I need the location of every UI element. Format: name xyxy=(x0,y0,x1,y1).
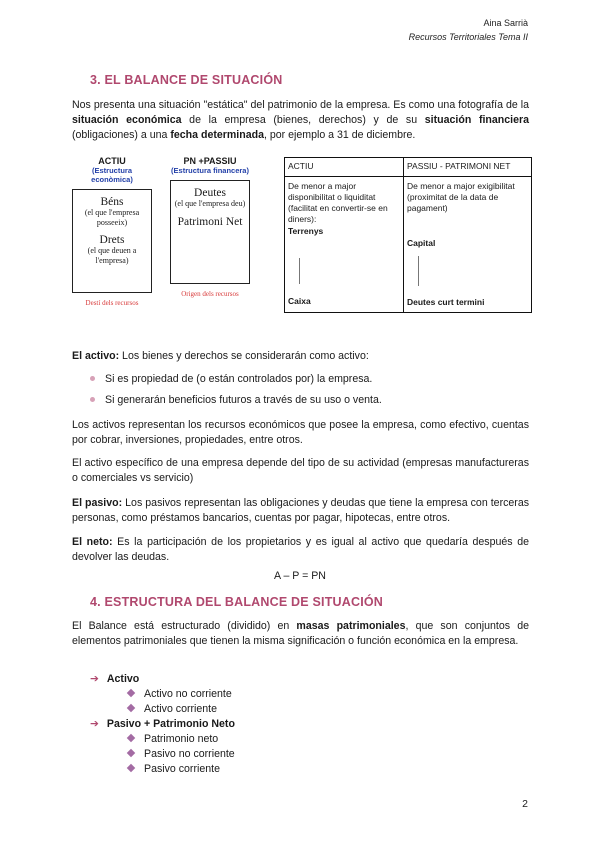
activo-bullet-2: Si generarán beneficios futuros a través de su uso o venta. xyxy=(90,393,382,408)
section-4-title: 4. ESTRUCTURA DEL BALANCE DE SITUACIÓN xyxy=(90,595,384,609)
table-actiu-bottom: Caixa xyxy=(288,296,311,306)
balance-formula: A – P = PN xyxy=(274,570,326,582)
diagram-passiu-sub: (Estructura financera) xyxy=(171,166,249,175)
diagram-passiu xyxy=(170,156,250,299)
activo-para-2: El activo específico de una empresa depende del tipo de su actividad (empresas manufactureras o comerciales vs servicio) xyxy=(72,457,529,484)
group-pasivo-pn: ➔ Pasivo + Patrimonio Neto xyxy=(90,718,235,730)
diagram-actiu-top-desc: (el que l'empresa posseeix) xyxy=(84,208,140,227)
diagram-actiu-bottom-desc: (el que deuen a l'empresa) xyxy=(87,246,137,265)
diagram-passiu-box xyxy=(170,180,250,284)
activo-para-1: Los activos representan los recursos económicos que posee la empresa, como efectivo, cuentas por cobrar, inversiones, propiedades, entre otros. xyxy=(72,419,529,446)
diamond-bullet-icon xyxy=(127,764,135,772)
diagram-actiu-heading: ACTIU xyxy=(98,156,126,166)
section-3-intro: Nos presenta una situación "estática" del patrimonio de la empresa. Es como una fotografía de la situación económica de la empresa (bienes, derechos) y de su situación financiera (obligaciones) a una fecha determinada, por ejemplo a 31 de diciembre. xyxy=(72,99,529,141)
page-number: 2 xyxy=(522,798,528,810)
table-header-passiu: PASSIU - PATRIMONI NET xyxy=(407,161,511,171)
header-author: Aina Sarrià xyxy=(483,18,528,28)
balance-table xyxy=(284,157,532,313)
header-subject: Recursos Territoriales Tema II xyxy=(408,32,528,42)
diagram-passiu-footer: Origen dels recursos xyxy=(181,290,239,298)
diamond-bullet-icon xyxy=(127,704,135,712)
table-actiu-arrow xyxy=(299,258,301,284)
diagram-actiu-top-word: Béns xyxy=(100,196,124,208)
diagram-actiu-sub: (Estructura econòmica) xyxy=(91,166,133,184)
diamond-bullet-icon xyxy=(127,689,135,697)
diagram-passiu-bottom-word: Patrimoni Net xyxy=(177,216,243,228)
item-pasivo-corriente: Pasivo corriente xyxy=(128,763,220,775)
group-activo: ➔ Activo xyxy=(90,673,140,685)
diagram-passiu-top-desc: (el que l'empresa deu) xyxy=(174,199,246,208)
diagram-passiu-top-word: Deutes xyxy=(194,187,226,199)
diagram-passiu-heading: PN +PASSIU xyxy=(183,156,237,166)
arrow-right-icon: ➔ xyxy=(90,718,99,730)
bullet-dot-icon xyxy=(90,376,95,381)
arrow-right-icon: ➔ xyxy=(90,673,99,685)
table-actiu-desc: De menor a major disponibilitat o liquiditat (facilitat en convertir-se en diners): xyxy=(288,181,388,224)
diagram-actiu xyxy=(72,156,152,308)
activo-definition: El activo: Los bienes y derechos se considerarán como activo: xyxy=(72,350,369,362)
table-header-actiu: ACTIU xyxy=(288,161,314,171)
diagram-actiu-box xyxy=(72,189,152,293)
neto-definition: El neto: Es la participación de los propietarios y es igual al activo que quedaría después de devolver las deudas. xyxy=(72,536,529,563)
item-pasivo-no-corriente: Pasivo no corriente xyxy=(128,748,235,760)
diagram-actiu-bottom-word: Drets xyxy=(99,234,125,246)
activo-bullet-1: Si es propiedad de (o están controlados por) la empresa. xyxy=(90,372,372,387)
item-activo-no-corriente: Activo no corriente xyxy=(128,688,232,700)
table-passiu-arrow xyxy=(418,256,420,286)
item-patrimonio-neto: Patrimonio neto xyxy=(128,733,218,745)
diamond-bullet-icon xyxy=(127,734,135,742)
table-passiu-top: Capital xyxy=(407,238,436,248)
diagram-actiu-footer: Destí dels recursos xyxy=(85,299,139,307)
pasivo-definition: El pasivo: Los pasivos representan las obligaciones y deudas que tiene la empresa con terceras personas, como préstamos bancarios, cuentas por pagar, hipotecas, entre otros. xyxy=(72,497,530,524)
bullet-dot-icon xyxy=(90,397,95,402)
table-actiu-top: Terrenys xyxy=(288,226,324,236)
table-passiu-bottom: Deutes curt termini xyxy=(407,297,485,307)
section-3-title: 3. EL BALANCE DE SITUACIÓN xyxy=(90,73,283,87)
diamond-bullet-icon xyxy=(127,749,135,757)
item-activo-corriente: Activo corriente xyxy=(128,703,217,715)
table-passiu-desc: De menor a major exigibilitat (proximitat de la data de pagament) xyxy=(407,181,515,213)
section-4-intro: El Balance está estructurado (dividido) en masas patrimoniales, que son conjuntos de elementos patrimoniales que tienen la misma significación o función económica en la empresa. xyxy=(72,620,529,647)
